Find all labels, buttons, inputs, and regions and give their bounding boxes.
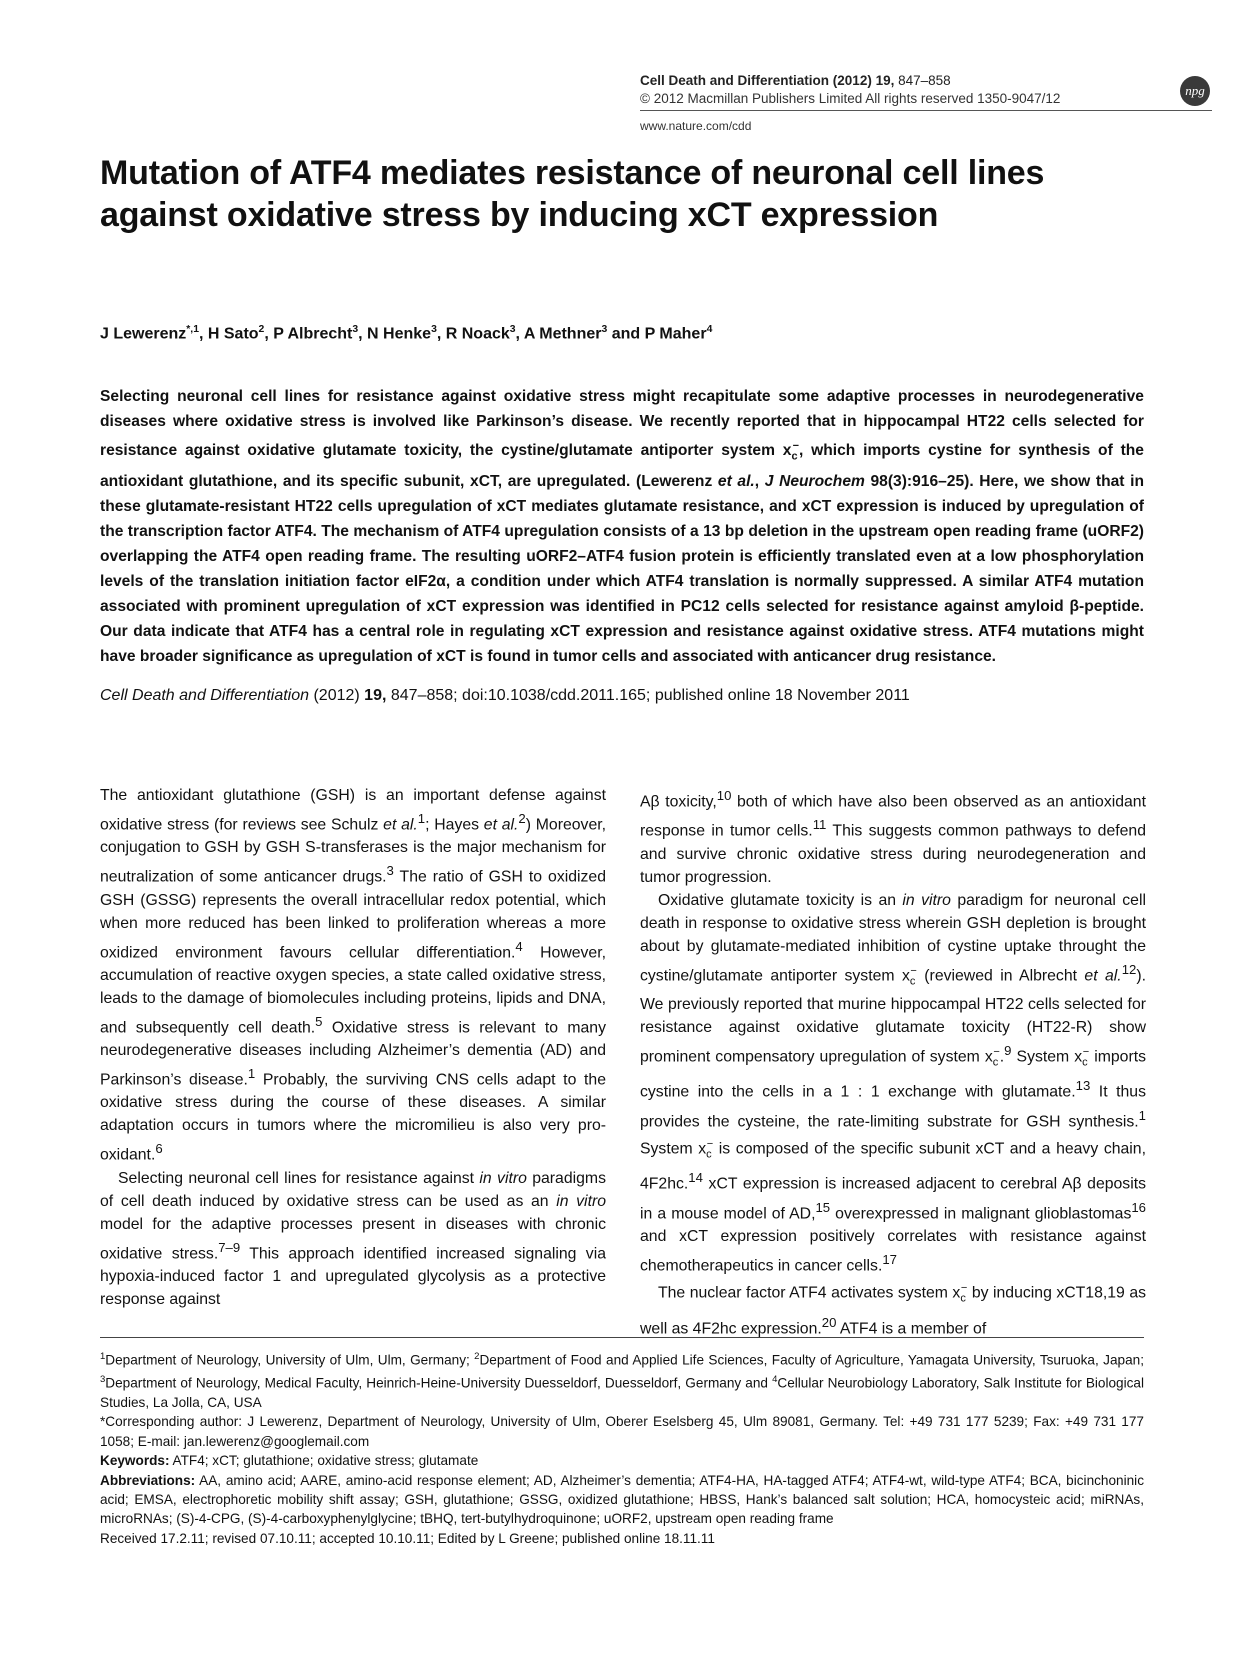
corresponding-author: *Corresponding author: J Lewerenz, Department of Neurology, University of Ulm, Oberer Eselsberg 45, Ulm 89081, Germany. Tel: +49 731 177 5239; Fax: +49 731 177 1058; E-mail: jan.lewerenz@googlemail.com bbox=[100, 1414, 1144, 1449]
abbreviations-label: Abbreviations: bbox=[100, 1472, 196, 1488]
keywords-text: ATF4; xCT; glutathione; oxidative stress; glutamate bbox=[172, 1453, 479, 1469]
article-title: Mutation of ATF4 mediates resistance of neuronal cell lines against oxidative stress by inducing xCT expression bbox=[100, 154, 1045, 234]
author-list: J Lewerenz$^{*,1}$, H Sato$^2$, P Albrecht$^3$, N Henke$^3$, R Noack$^3$, A Methner$^3$ and P Maher$^4$ bbox=[100, 324, 713, 343]
journal-pages: 847–858 bbox=[898, 73, 951, 88]
citation-volume: 19, bbox=[364, 687, 387, 704]
abstract: Selecting neuronal cell lines for resistance against oxidative stress might recapitulate some adaptive processes in neurodegenerative diseases where oxidative stress is involved like Parkinson’s disease. We recently reported that in hippocampal HT22 cells selected for resistance against oxidative glutamate toxicity, the cystine/glutamate antiporter system $x_c^-$, which imports cystine for synthesis of the antioxidant glutathione, and its specific subunit, xCT, are upregulated. (Lewerenz et al., J Neurochem 98(3):916–25). Here, we show that in these glutamate-resistant HT22 cells upregulation of xCT mediates glutamate resistance, and xCT expression is induced by upregulation of the transcription factor ATF4. The mechanism of ATF4 upregulation consists of a 13 bp deletion in the upstream open reading frame (uORF2) overlapping the ATF4 open reading frame. The resulting uORF2–ATF4 fusion protein is efficiently translated even at a low phosphorylation levels of the translation initiation factor eIF2α, a condition under which ATF4 translation is normally suppressed. A similar ATF4 mutation associated with prominent upregulation of xCT expression was identified in PC12 cells selected for resistance against amyloid β-peptide. Our data indicate that ATF4 has a central role in regulating xCT expression and resistance against oxidative stress. ATF4 mutations might have broader significance as upregulation of xCT is found in tumor cells and associated with anticancer drug resistance. bbox=[100, 388, 1144, 666]
affiliations: $^1$Department of Neurology, University of Ulm, Ulm, Germany; $^2$Department of Food and Applied Life Sciences, Faculty of Agriculture, Yamagata University, Tsuruoka, Japan; $^3$Department of Neurology, Medical Faculty, Heinrich-Heine-University Duesseldorf, Duesseldorf, Germany and $^4$Cellular Neurobiology Laboratory, Salk Institute for Biological Studies, La Jolla, CA, USA bbox=[100, 1351, 1145, 1410]
body-paragraph: Oxidative glutamate toxicity is an in vitro paradigm for neuronal cell death in response to oxidative stress wherein GSH depletion is brought about by glutamate-mediated inhibition of cystine uptake throught the cystine/glutamate antiporter system $x_c^-$ (reviewed in Albrecht et al.$^{12}$). We previously reported that murine hippocampal HT22 cells selected for resistance against oxidative glutamate toxicity (HT22-R) show prominent compensatory upregulation of system $x_c^-.^9$ System $x_c^-$ imports cystine into the cells in a 1 : 1 exchange with glutamate.$^{13}$ It thus provides the cysteine, the rate-limiting substrate for GSH synthesis.$^1$ System $x_c^-$ is composed of the specific subunit xCT and a heavy chain, 4F2hc.$^{14}$ xCT expression is increased adjacent to cerebral Aβ deposits in a mouse model of AD,$^{15}$ overexpressed in malignant glioblastomas$^{16}$ and xCT expression positively correlates with resistance against chemotherapeutics in cancer cells.$^{17}$ bbox=[640, 891, 1146, 1275]
body-column-right bbox=[640, 784, 1146, 1340]
body-column-left bbox=[100, 784, 606, 1311]
header-divider bbox=[640, 110, 1212, 111]
keywords bbox=[100, 1451, 1144, 1470]
journal-header bbox=[640, 72, 951, 90]
journal-year-volume: (2012) 19, bbox=[832, 73, 895, 88]
citation-details: 847–858; doi:10.1038/cdd.2011.165; published online 18 November 2011 bbox=[390, 687, 910, 704]
body-paragraph: The nuclear factor ATF4 activates system $x_c^-$ by inducing xCT18,19 as well as 4F2hc expression.$^{20}$ ATF4 is a member of bbox=[640, 1282, 1146, 1337]
copyright-notice: © 2012 Macmillan Publishers Limited All rights reserved 1350-9047/12 bbox=[640, 91, 1061, 106]
journal-url-link[interactable]: www.nature.com/cdd bbox=[640, 119, 752, 133]
abbreviations bbox=[100, 1471, 1144, 1529]
footnote-divider bbox=[100, 1337, 1144, 1338]
citation-line bbox=[100, 684, 1144, 708]
keywords-label: Keywords: bbox=[100, 1453, 170, 1469]
received-dates: Received 17.2.11; revised 07.10.11; accepted 10.10.11; Edited by L Greene; published online 18.11.11 bbox=[100, 1530, 715, 1546]
abbreviations-text: AA, amino acid; AARE, amino-acid response element; AD, Alzheimer’s dementia; ATF4-HA, HA-tagged ATF4; ATF4-wt, wild-type ATF4; BCA, bicinchoninic acid; EMSA, electrophoretic mobility shift assay; GSH, glutathione; GSSG, oxidized glutathione; HBSS, Hank’s balanced salt solution; HCA, homocysteic acid; miRNAs, microRNAs; (S)-4-CPG, (S)-4-carboxyphenylglycine; tBHQ, tert-butylhydroquinone; uORF2, upstream open reading frame bbox=[100, 1472, 1145, 1527]
journal-name: Cell Death and Differentiation bbox=[640, 73, 830, 88]
citation-journal: Cell Death and Differentiation bbox=[100, 687, 310, 704]
body-paragraph: The antioxidant glutathione (GSH) is an important defense against oxidative stress (for reviews see Schulz et al.$^1$; Hayes et al.$^2$) Moreover, conjugation to GSH by GSH S-transferases is the major mechanism for neutralization of some anticancer drugs.$^3$ The ratio of GSH to oxidized GSH (GSSG) represents the overall intracellular redox potential, which when more reduced has been linked to proliferation whereas a more oxidized environment favours cellular differentiation.$^4$ However, accumulation of reactive oxygen species, a state called oxidative stress, leads to the damage of biomolecules including proteins, lipids and DNA, and subsequently cell death.$^5$ Oxidative stress is relevant to many neurodegenerative diseases including Alzheimer’s dementia (AD) and Parkinson’s disease.$^1$ Probably, the surviving CNS cells adapt to the oxidative stress during the course of these diseases. A similar adaptation occurs in tumors where the micromilieu is also very pro-oxidant.$^6$ bbox=[100, 787, 607, 1164]
citation-year: (2012) bbox=[313, 687, 360, 704]
body-paragraph: Aβ toxicity,$^{10}$ both of which have also been observed as an antioxidant response in tumor cells.$^{11}$ This suggests common pathways to defend and survive chronic oxidative stress during neurodegeneration and tumor progression. bbox=[640, 788, 1146, 886]
body-paragraph: Selecting neuronal cell lines for resistance against in vitro paradigms of cell death induced by oxidative stress can be used as an in vitro model for the adaptive processes present in diseases with chronic oxidative stress.$^{7-9}$ This approach identified increased signaling via hypoxia-induced factor 1 and upregulated glycolysis as a protective response against bbox=[100, 1169, 607, 1308]
footnotes bbox=[100, 1347, 1144, 1548]
npg-logo: npg bbox=[1180, 76, 1210, 106]
